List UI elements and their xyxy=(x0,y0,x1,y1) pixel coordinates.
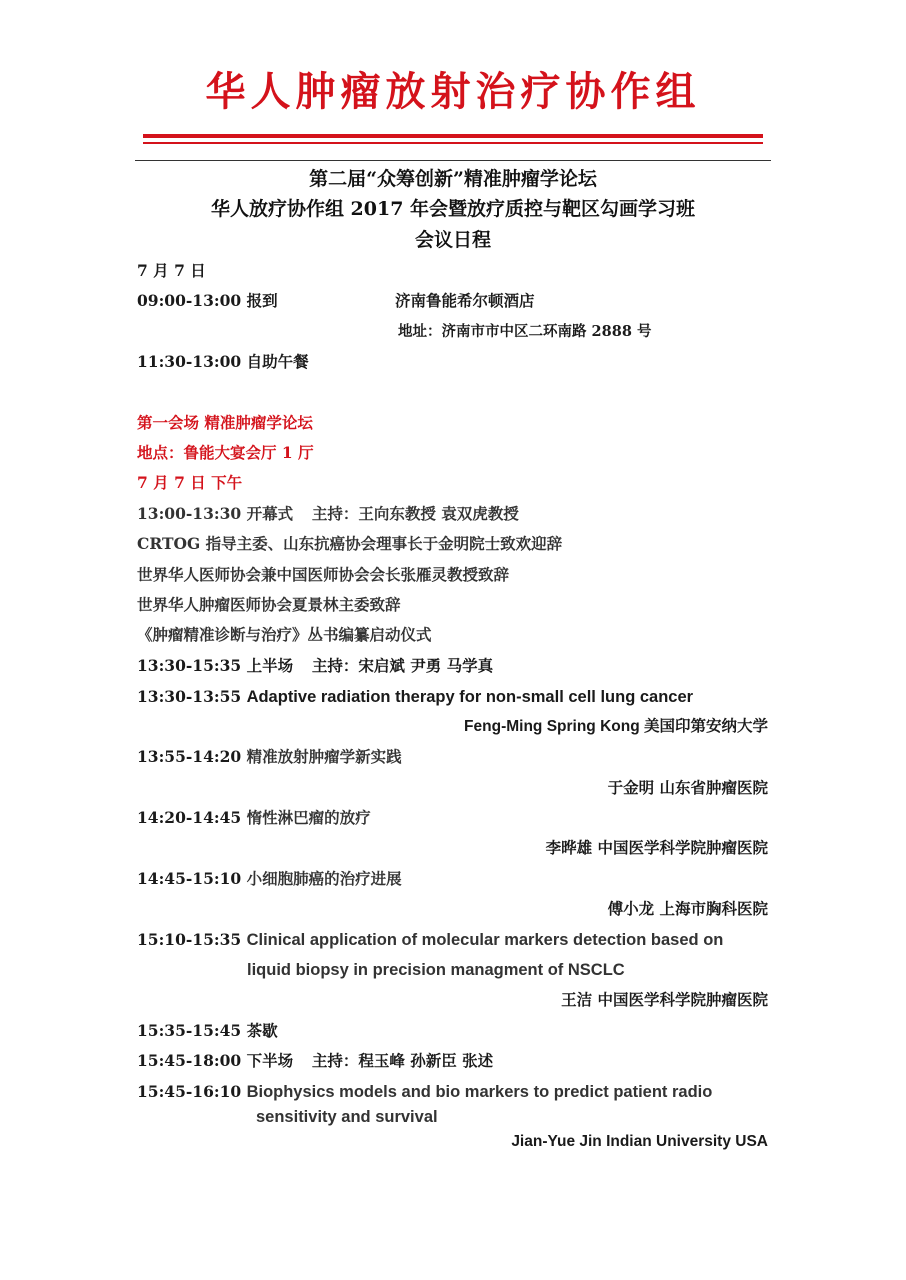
talk-title: Clinical application of molecular markers detection based on xyxy=(246,931,724,949)
registration-label: 报到 xyxy=(246,291,278,310)
launch-ceremony: 《肿瘤精准诊断与治疗》丛书编纂启动仪式 xyxy=(137,625,432,644)
talk-title-continued: liquid biopsy in precision managment of NSCLC xyxy=(247,961,625,979)
session-date: 7 月 7 日 下午 xyxy=(137,473,243,492)
talk-title: Biophysics models and bio markers to predict patient radio xyxy=(246,1083,713,1101)
break-label: 茶歇 xyxy=(246,1021,278,1040)
lunch-time: 11:30-13:00 xyxy=(137,352,242,371)
first-half-time: 13:30-15:35 xyxy=(137,656,242,675)
talk-time: 15:10-15:35 xyxy=(137,930,242,949)
talk-title: 小细胞肺癌的治疗进展 xyxy=(246,869,402,888)
talk-time: 14:45-15:10 xyxy=(137,869,242,888)
lunch-row xyxy=(137,350,309,374)
opening-label: 开幕式 xyxy=(246,504,294,523)
registration-time: 09:00-13:00 xyxy=(137,291,242,310)
venue-address: 地址：济南市市中区二环南路 2888 号 xyxy=(398,323,652,340)
first-half-label: 上半场 xyxy=(246,656,294,675)
talk-speaker: 王洁 中国医学科学院肿瘤医院 xyxy=(561,990,768,1009)
second-half-row xyxy=(137,1049,493,1073)
address-speech-1: 世界华人医师协会兼中国医师协会会长张雁灵教授致辞 xyxy=(137,565,510,584)
header-red-rule-thick xyxy=(143,134,763,138)
talk-speaker: 傅小龙 上海市胸科医院 xyxy=(607,899,768,918)
talk-row xyxy=(137,928,723,952)
opening-time: 13:00-13:30 xyxy=(137,504,242,523)
forum-title: 第二届“众筹创新”精准肿瘤学论坛 xyxy=(309,168,597,190)
talk-row xyxy=(137,867,402,891)
talk-title: Adaptive radiation therapy for non-small cell lung cancer xyxy=(246,688,694,706)
registration-row xyxy=(137,289,278,313)
lunch-label: 自助午餐 xyxy=(246,352,309,371)
talk-time: 13:55-14:20 xyxy=(137,747,242,766)
talk-row xyxy=(137,806,371,830)
organization-logo: 华人肿瘤放射治疗协作组 xyxy=(205,68,701,115)
talk-row xyxy=(137,1080,712,1104)
talk-row xyxy=(137,685,693,709)
break-time: 15:35-15:45 xyxy=(137,1021,242,1040)
break-row xyxy=(137,1019,278,1043)
talk-title: 惰性淋巴瘤的放疗 xyxy=(246,808,371,827)
header-red-rule-thin xyxy=(143,142,763,144)
talk-speaker: 李晔雄 中国医学科学院肿瘤医院 xyxy=(545,838,768,857)
talk-title-continued: sensitivity and survival xyxy=(256,1108,438,1126)
talk-time: 13:30-13:55 xyxy=(137,687,242,706)
meeting-title: 华人放疗协作组 2017 年会暨放疗质控与靶区勾画学习班 xyxy=(210,198,696,220)
talk-time: 14:20-14:45 xyxy=(137,808,242,827)
venue-name: 济南鲁能希尔顿酒店 xyxy=(395,291,535,310)
second-half-time: 15:45-18:00 xyxy=(137,1051,242,1070)
session-name: 第一会场 精准肿瘤学论坛 xyxy=(137,413,313,432)
header-divider xyxy=(135,160,771,161)
first-half-row xyxy=(137,654,493,678)
second-half-host: 主持：程玉峰 孙新臣 张述 xyxy=(311,1051,494,1070)
talk-time: 15:45-16:10 xyxy=(137,1082,242,1101)
schedule-title: 会议日程 xyxy=(414,229,491,251)
session-location: 地点：鲁能大宴会厅 1 厅 xyxy=(137,443,314,462)
opening-host: 主持：王向东教授 袁双虎教授 xyxy=(311,504,519,523)
talk-row xyxy=(137,745,402,769)
first-half-host: 主持：宋启斌 尹勇 马学真 xyxy=(311,656,494,675)
opening-row xyxy=(137,502,519,526)
talk-speaker: 于金明 山东省肿瘤医院 xyxy=(607,778,768,797)
address-speech-2: 世界华人肿瘤医师协会夏景林主委致辞 xyxy=(137,595,401,614)
day1-date: 7 月 7 日 xyxy=(137,261,206,280)
second-half-label: 下半场 xyxy=(246,1051,294,1070)
welcome-speech: CRTOG 指导主委、山东抗癌协会理事长于金明院士致欢迎辞 xyxy=(137,534,563,553)
talk-speaker: Jian-Yue Jin Indian University USA xyxy=(511,1133,768,1150)
talk-speaker: Feng-Ming Spring Kong 美国印第安纳大学 xyxy=(464,718,768,735)
talk-title: 精准放射肿瘤学新实践 xyxy=(246,747,402,766)
